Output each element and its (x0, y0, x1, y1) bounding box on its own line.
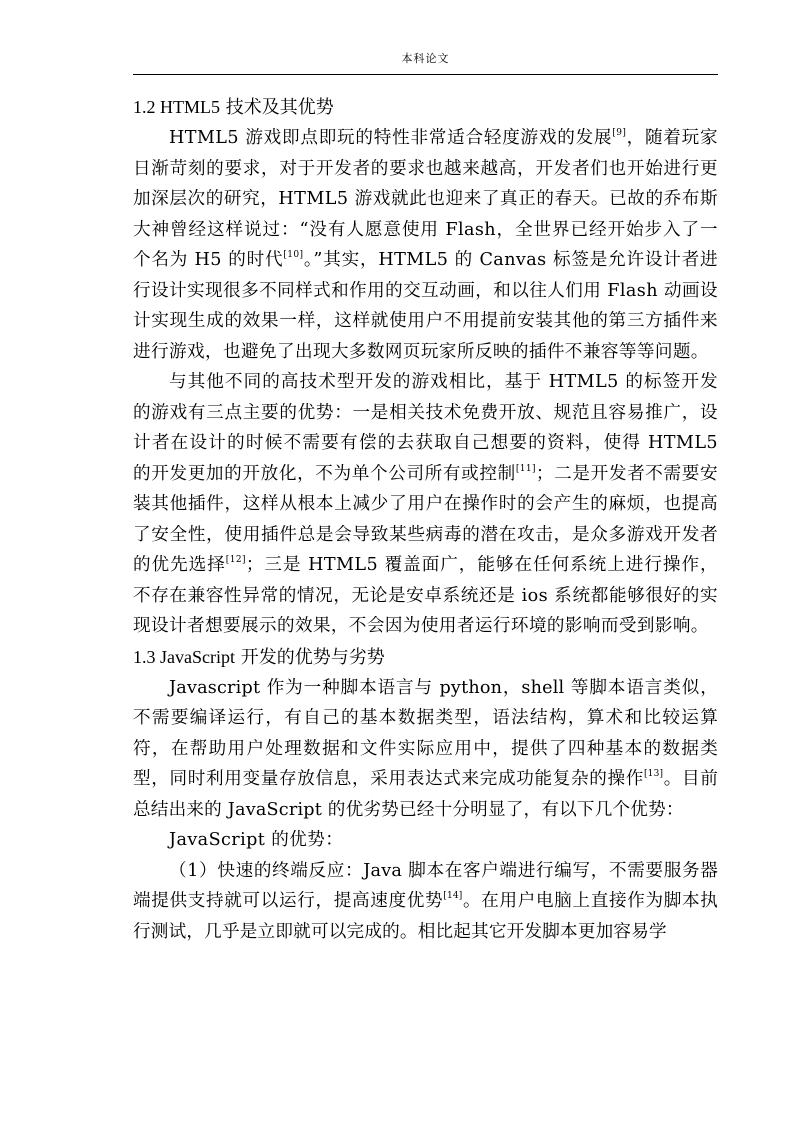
section-heading-1-3 (133, 642, 718, 673)
citation: [12] (225, 555, 246, 565)
paragraph-text: HTML5 游戏即点即玩的特性非常适合轻度游戏的发展 (169, 128, 613, 148)
section-number: 1.3 JavaScript (133, 646, 235, 667)
paragraph-text: 。”其实，HTML5 的 Canvas 标签是允许设计者进行设计实现很多不同样式和作用的交互动画，和以往人们用 Flash 动画设计实现生成的效果一样，这样就使用户不用提前安装其他的第三方插件来进行游戏，也避免了出现大多数网页玩家所反映的插件不兼容等等问题。 (133, 250, 718, 362)
section-title: 技术及其优势 (220, 97, 334, 118)
paragraph-text: （1）快速的终端反应：Java 脚本在客户端进行编写，不需要服务器端提供支持就可以运行，提高速度优势 (133, 860, 718, 911)
section-heading-1-2 (133, 92, 718, 123)
paragraph-text: 与其他不同的高技术型开发的游戏相比，基于 HTML5 的标签开发的游戏有三点主要的优势：一是相关技术免费开放、规范且容易推广，设计者在设计的时候不需要有偿的去获取自己想要的资料，使得 HTML5 的开发更加的开放化，不为单个公司所有或控制 (133, 372, 718, 484)
paragraph-text: ，随着玩家日渐苛刻的要求，对于开发者的要求也越来越高，开发者们也开始进行更加深层次的研究，HTML5 游戏就此也迎来了真正的春天。已故的乔布斯大神曾经这样说过：“没有人愿意使用 Flash，全世界已经开始步入了一个名为 H5 的时代 (133, 128, 718, 270)
paragraph-text: ；三是 HTML5 覆盖面广，能够在任何系统上进行操作，不存在兼容性异常的情况，无论是安卓系统还是 ios 系统都能够很好的实现设计者想要展示的效果，不会因为使用者运行环境的影响而受到影响。 (133, 555, 718, 636)
paragraph (133, 123, 718, 367)
paragraph-text: 。目前总结出来的 JavaScript 的优劣势已经十分明显了，有以下几个优势： (133, 769, 718, 820)
citation: [9] (612, 128, 627, 138)
paragraph-text: 。在用户电脑上直接作为脚本执行测试，几乎是立即就可以完成的。相比起其它开发脚本更加容易学 (133, 891, 718, 942)
section-title: 开发的优势与劣势 (234, 646, 385, 668)
paper-body (133, 92, 718, 947)
citation: [10] (283, 250, 304, 260)
section-number: 1.2 HTML5 (133, 97, 220, 117)
paragraph (133, 367, 718, 642)
paragraph: JavaScript 的优势： (169, 830, 344, 850)
paragraph-text: Javascript 作为一种脚本语言与 python，shell 等脚本语言类似，不需要编译运行，有自己的基本数据类型，语法结构，算术和比较运算符，在帮助用户处理数据和文件实际应用中，提供了四种基本的数据类型，同时利用变量存放信息，采用表达式来完成功能复杂的操作 (133, 677, 718, 789)
citation: [14] (443, 891, 463, 901)
header-rule (133, 74, 718, 75)
paragraph-text: ；二是开发者不需要安装其他插件，这样从根本上减少了用户在操作时的会产生的麻烦，也提高了安全性，使用插件总是会导致某些病毒的潜在攻击，是众多游戏开发者的优先选择 (133, 463, 718, 575)
paragraph (133, 673, 718, 826)
page-header: 本科论文 (401, 52, 450, 65)
citation: [13] (643, 769, 664, 779)
paragraph (133, 856, 718, 948)
citation: [11] (515, 463, 536, 474)
